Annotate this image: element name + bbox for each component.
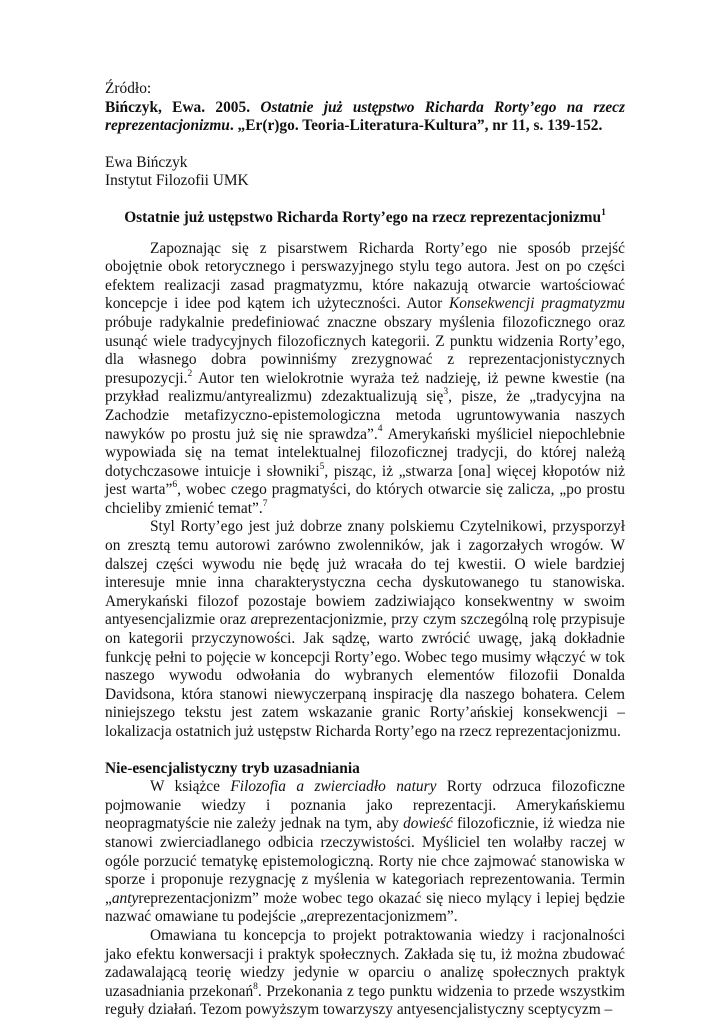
text-run: , pisze, że „tradycyjna na Zachodzie metafizyczno-epistemologiczna metoda ugruntowywania naszych nawyków po prostu już się nie sprawdza”. [105,388,625,443]
footnote-ref-8[interactable]: 8 [253,981,258,992]
footnote-ref-4[interactable]: 4 [377,424,383,435]
section-heading: Nie-esencjalistyczny tryb uzasadniania [105,759,360,777]
footnote-ref-5[interactable]: 5 [319,461,325,472]
source-label: Źródło: [105,80,152,97]
text-run: reprezentacjonizm” może wobec tego okazać się nieco mylący i lepiej będzie nazwać omawiane tu podejście „ [105,889,625,926]
text-run: Omawiana tu koncepcja to projekt potraktowania wiedzy i racjonalności jako efektu konwersacji i praktyk społecznych. Zakłada się tu, iż można zbudować zadawalającą teorię wiedzy jedynie w oparciu o analizę społecznych praktyk uzasadniania przekonań [105,926,625,1000]
text-run: , wobec czego pragmatyści, do których otwarcie się zalicza, „po prostu chcieliby zmienić temat”. [105,481,625,517]
author-affiliation: Instytut Filozofii UMK [105,172,249,190]
paragraph-4 [105,927,625,1020]
source-citation [105,99,625,136]
text-run: filozoficznie, iż wiedza nie stanowi zwierciadlanego odbicia rzeczywistości. Myśliciel ten wolałby raczej w ogóle porzucić tematykę epistemologiczną. Rorty nie chce zajmować stanowiska w sporze i proponuje rezygnację z myślenia w kategoriach reprezentowania. Termin „ [105,815,625,907]
footnote-ref-2[interactable]: 2 [187,368,193,379]
book-title: Filozofia a zwierciadło natury [230,778,437,796]
text-run: Zapoznając się z pisarstwem Richarda Rorty’ego nie sposób przejść obojętnie obok retorycznego i perswazyjnego stylu tego autora. Jest on po części efektem realizacji zasad pragmatyzmu, które nakazują otwarcie wartościować koncepcje i idee pod kątem ich użyteczności. Autor [105,239,625,313]
emphasis: anty [111,889,139,907]
text-run: , pisząc, iż „stwarza [ona] więcej kłopotów niż jest warta” [105,462,625,499]
text-run: W książce [150,778,231,796]
article-title-text: Ostatnie już ustępstwo Richarda Rorty’ego na rzecz reprezentacjonizmu [124,208,602,226]
footnote-ref-1[interactable]: 1 [601,207,606,218]
paragraph-1 [105,240,625,519]
text-run: Rorty odrzuca filozoficzne pojmowanie wiedzy i poznania jako reprezentacji. Amerykańskiemu neopragmatyście nie zależy jednak na tym, aby [105,778,625,833]
text-run: reprezentacjonizmem”. [314,908,458,926]
emphasis: a [306,908,315,926]
article-title [105,209,625,228]
text-run: próbuje radykalnie predefiniować znaczne obszary myślenia filozoficznego oraz usunąć wiele tradycyjnych filozoficznych kategorii. Z punktu widzenia Rorty’ego, dla własnego dobra powinniśmy zrezygnować z reprezentacjonistycznych presupozycji. [105,313,625,387]
text-run: Amerykański myśliciel niepochlebnie wypowiada się na temat intelektualnej filozoficznej tradycji, do której należą dotychczasowe intuicje i słowniki [105,425,625,480]
emphasis: dowieść [403,815,453,833]
text-run: reprezentacjonizmie, przy czym szczególną rolę przypisuje on kategorii przyczynowości. Jak sądzę, warto zwrócić uwagę, jaką dokładnie funkcję pełni to pojęcie w koncepcji Rorty’ego. Wobec tego musimy włączyć w tok naszego wywodu odwołania do wybranych elementów filozofii Donalda Davidsona, która stanowi niewyczerpaną inspirację dla naszego bohatera. Celem niniejszego tekstu jest zatem wskazanie granic Rorty’ańskiej konsekwencji – lokalizacja ostatnich już ustępstw Richarda Rorty’ego na rzecz reprezentacjonizmu. [105,611,625,740]
text-run: Autor ten wielokrotnie wyraża też nadzieję, iż pewne kwestie (na przykład realizmu/antyrealizmu) zdezaktualizują się [105,369,625,406]
paragraph-3 [105,778,625,927]
paragraph-2 [105,518,625,741]
text-run: Styl Rorty’ego jest już dobrze znany polskiemu Czytelnikowi, przysporzył on zresztą temu autorowi zarówno zwolenników, jak i zagorzałych wrogów. W dalszej części wywodu nie będę już wracała do tej kwestii. O wiele bardziej interesuje mnie inna charakterystyczna cecha dyskutowanego tu stanowiska. Amerykański filozof pozostaje bowiem zadziwiająco konsekwentny w swoim antyesencjalizmie oraz [105,518,625,629]
text-run: . Przekonania z tego punktu widzenia to przede wszystkim reguły działań. Tezom powyższym towarzyszy antyesencjalistyczny sceptycyzm – [105,982,625,1019]
citation-authors: Bińczyk, Ewa. 2005. [105,98,251,116]
footnote-ref-3[interactable]: 3 [443,387,449,398]
citation-work-title: Ostatnie już ustępstwo Richarda Rorty’ego na rzecz reprezentacjonizmu [105,98,625,135]
footnote-ref-6[interactable]: 6 [172,480,178,491]
document-page [105,80,625,1020]
author-name: Ewa Bińczyk [105,153,188,171]
book-title: Konsekwencji pragmatyzmu [449,295,626,313]
footnote-ref-7[interactable]: 7 [262,498,268,509]
citation-publication: . „Er(r)go. Teoria-Literatura-Kultura”, nr 11, s. 139-152. [229,117,603,135]
emphasis: a [250,611,259,629]
